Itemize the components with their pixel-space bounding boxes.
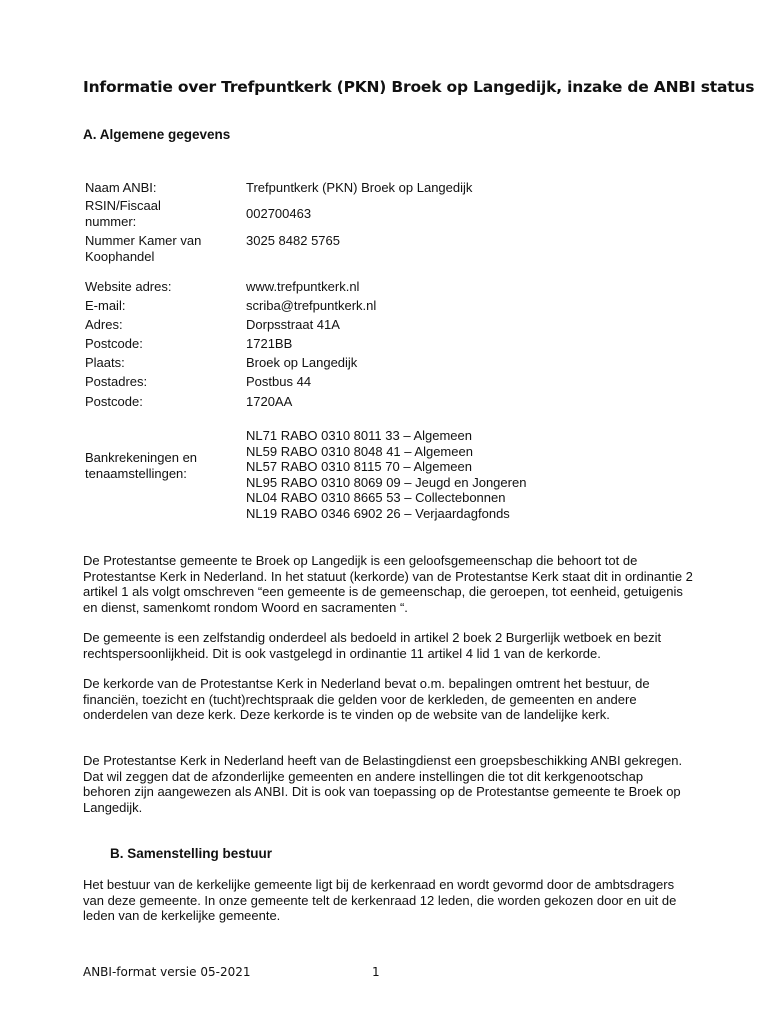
plaats-value: Broek op Langedijk bbox=[246, 355, 358, 370]
footer-page-number: 1 bbox=[372, 965, 380, 979]
paragraph-bestuur: Het bestuur van de kerkelijke gemeente ligt bij de kerkenraad en wordt gevormd door de ambtsdragers van deze gemeente. In onze gemeente telt de kerkenraad 12 leden, die worden gekozen door en uit de leden van de kerkelijke gemeente. bbox=[83, 877, 677, 923]
bank-account-item: NL59 RABO 0310 8048 41 – Algemeen bbox=[246, 443, 473, 459]
section-b-heading: B. Samenstelling bestuur bbox=[110, 846, 273, 861]
adres-value: Dorpsstraat 41A bbox=[246, 317, 340, 332]
naam-value: Trefpuntkerk (PKN) Broek op Langedijk bbox=[246, 180, 473, 195]
paragraph-kerkorde: De kerkorde van de Protestantse Kerk in Nederland bevat o.m. bepalingen omtrent het bestuur, de financiën, toezicht en (tucht)rechtspraak die gelden voor de kerkleden, de gemeenten en andere onderdelen van deze kerk. Deze kerkorde is te vinden op de website van de landelijke kerk. bbox=[83, 676, 650, 722]
plaats-label: Plaats: bbox=[85, 355, 125, 370]
postcode2-value: 1720AA bbox=[246, 394, 293, 409]
kvk-value: 3025 8482 5765 bbox=[246, 233, 340, 248]
bank-account-item: NL19 RABO 0346 6902 26 – Verjaardagfonds bbox=[246, 505, 510, 521]
website-value: www.trefpuntkerk.nl bbox=[246, 279, 360, 294]
kvk-label: Nummer Kamer van Koophandel bbox=[85, 233, 202, 264]
email-value: scriba@trefpuntkerk.nl bbox=[246, 298, 377, 313]
website-label: Website adres: bbox=[85, 279, 172, 294]
bank-label: Bankrekeningen en tenaamstellingen: bbox=[85, 450, 198, 481]
email-label: E-mail: bbox=[85, 298, 126, 313]
postcode2-label: Postcode: bbox=[85, 394, 143, 409]
naam-label: Naam ANBI: bbox=[85, 180, 157, 195]
postcode-value: 1721BB bbox=[246, 336, 293, 351]
postcode-label: Postcode: bbox=[85, 336, 143, 351]
section-a-heading: A. Algemene gegevens bbox=[83, 127, 231, 142]
rsin-label: RSIN/Fiscaal nummer: bbox=[85, 198, 161, 229]
paragraph-rechtspersoonlijkheid: De gemeente is een zelfstandig onderdeel als bedoeld in artikel 2 boek 2 Burgerlijk wetboek en bezit rechtspersoonlijkheid. Dit is ook vastgelegd in ordinantie 11 artikel 4 lid 1 van de kerkorde. bbox=[83, 630, 662, 661]
paragraph-groepsbeschikking: De Protestantse Kerk in Nederland heeft van de Belastingdienst een groepsbeschikking ANBI gekregen. Dat wil zeggen dat de afzonderlijke gemeenten en andere instellingen die tot dit kerkgenootschap behoren zijn aangewezen als ANBI. Dit is ook van toepassing op de Protestantse gemeente te Broek op Langedijk. bbox=[83, 753, 683, 815]
postadres-label: Postadres: bbox=[85, 374, 148, 389]
bank-account-item: NL95 RABO 0310 8069 09 – Jeugd en Jongeren bbox=[246, 474, 527, 490]
footer-version: ANBI-format versie 05-2021 bbox=[83, 965, 251, 979]
adres-label: Adres: bbox=[85, 317, 123, 332]
bank-account-item: NL71 RABO 0310 8011 33 – Algemeen bbox=[246, 428, 472, 443]
bank-account-item: NL04 RABO 0310 8665 53 – Collectebonnen bbox=[246, 490, 506, 505]
rsin-value: 002700463 bbox=[246, 206, 312, 221]
document-title: Informatie over Trefpuntkerk (PKN) Broek op Langedijk, inzake de ANBI status bbox=[83, 78, 755, 96]
paragraph-geloofsgemeenschap: De Protestantse gemeente te Broek op Langedijk is een geloofsgemeenschap die behoort tot de Protestantse Kerk in Nederland. In het statuut (kerkorde) van de Protestantse Kerk staat dit in ordinantie 2 artikel 1 als volgt omschreven “een gemeente is de gemeenschap, die geroepen, tot eenheid, getuigenis en dienst, samenkomt rondom Woord en sacramenten “. bbox=[83, 553, 693, 615]
bank-account-item: NL57 RABO 0310 8115 70 – Algemeen bbox=[246, 459, 472, 474]
postadres-value: Postbus 44 bbox=[246, 374, 312, 389]
